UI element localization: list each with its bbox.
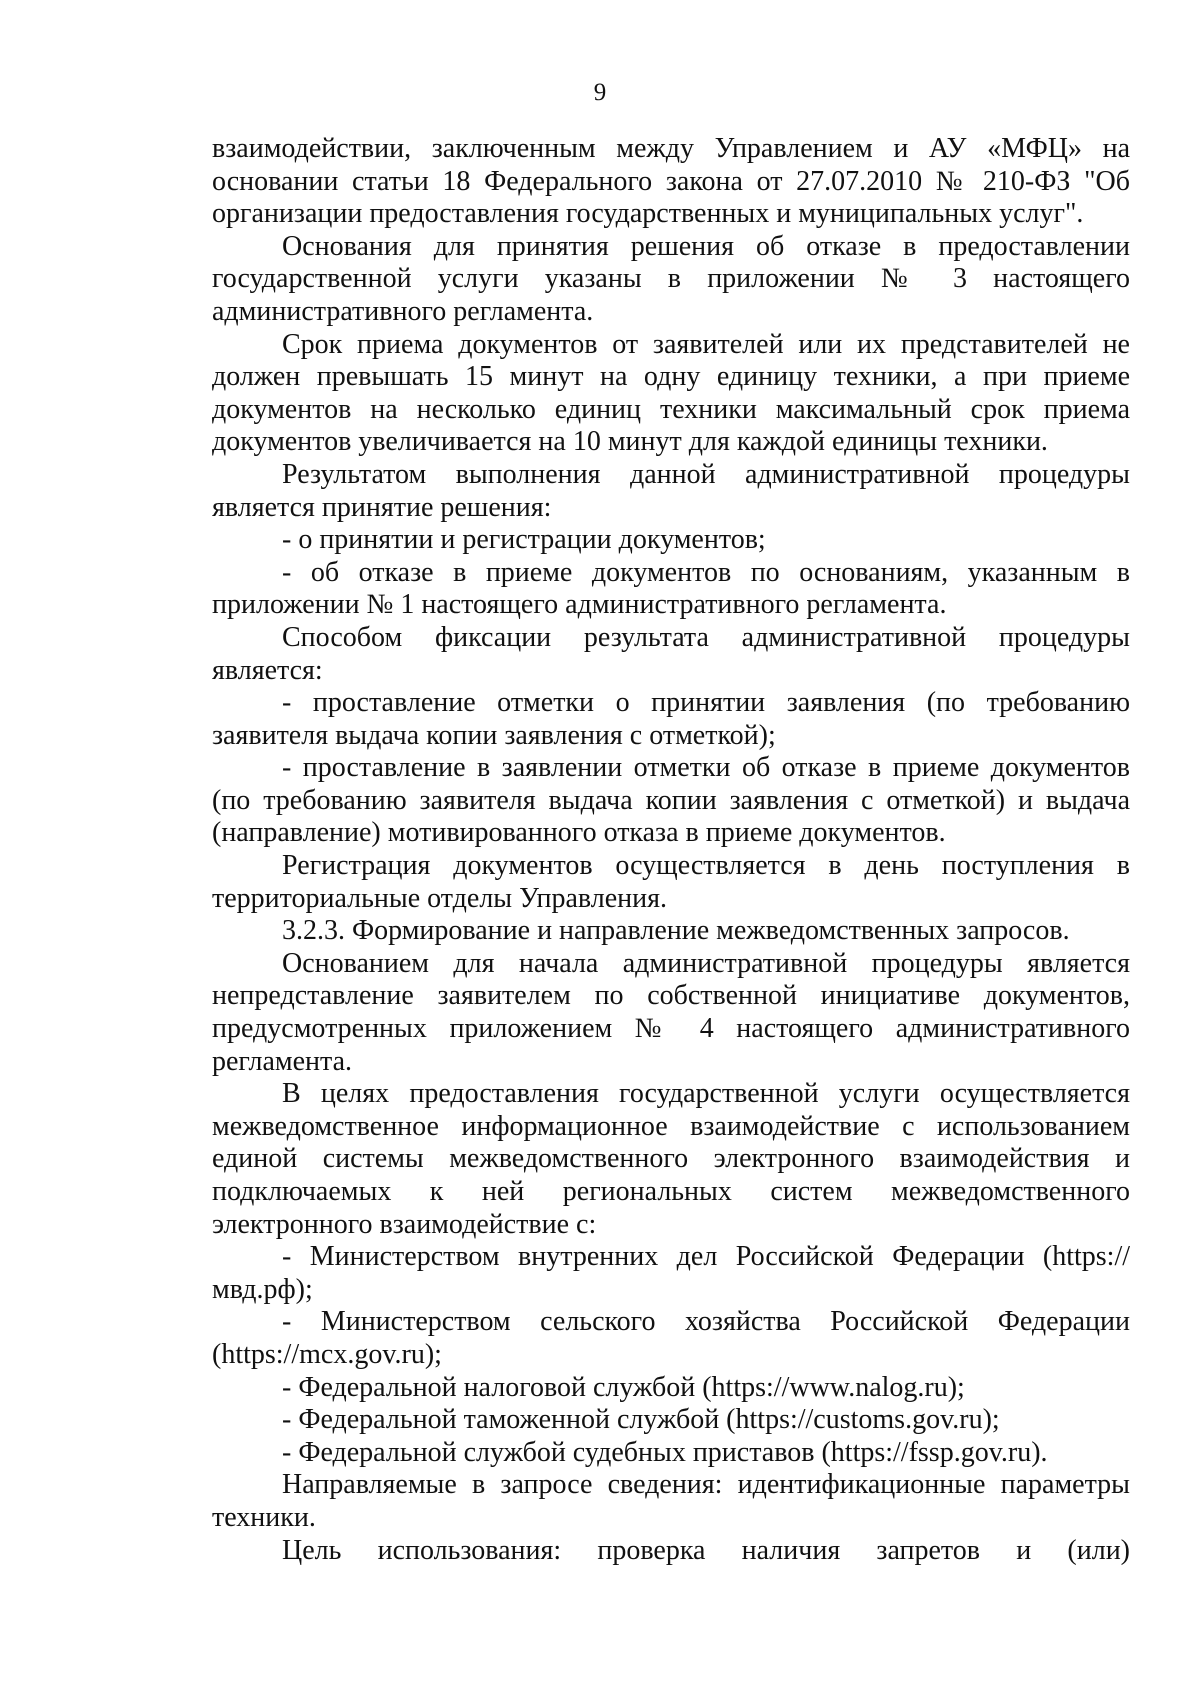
list-item: - об отказе в приеме документов по основаниям, указанным в приложении № 1 настоящего административного регламента. [212,556,1130,621]
paragraph: Регистрация документов осуществляется в день поступления в территориальные отделы Управления. [212,850,1130,914]
paragraph: Способом фиксации результата административной процедуры является: [212,621,1130,686]
list-item: - Федеральной налоговой службой (https://www.nalog.ru); [282,1371,965,1403]
list-item: - Федеральной таможенной службой (https://customs.gov.ru); [282,1404,1000,1436]
document-body [212,133,1130,1567]
list-item: - проставление в заявлении отметки об отказе в приеме документов (по требованию заявителя выдача копии заявления с отметкой) и выдача (направление) мотивированного отказа в приеме документов. [212,752,1130,849]
paragraph: Результатом выполнения данной административной процедуры является принятие решения: [212,458,1130,523]
paragraph: Основания для принятия решения об отказе в предоставлении государственной услуги указаны в приложении № 3 настоящего административного регламента. [212,230,1130,327]
list-item: - Министерством внутренних дел Российской Федерации (https://мвд.рф); [212,1241,1130,1305]
list-item: - проставление отметки о принятии заявления (по требованию заявителя выдача копии заявления с отметкой); [212,687,1130,751]
section-heading: 3.2.3. Формирование и направление межведомственных запросов. [282,915,1070,947]
list-item: - о принятии и регистрации документов; [282,524,766,556]
paragraph: Основанием для начала административной процедуры является непредставление заявителем по собственной инициативе документов, предусмотренных приложением № 4 настоящего административного регламента. [212,947,1130,1077]
page-number: 9 [593,79,607,106]
paragraph: Срок приема документов от заявителей или их представителей не должен превышать 15 минут на одну единицу техники, а при приеме документов на несколько единиц техники максимальный срок приема документов увеличивается на 10 минут для каждой единицы техники. [212,328,1130,458]
paragraph: Направляемые в запросе сведения: идентификационные параметры техники. [212,1469,1130,1533]
list-item: - Министерством сельского хозяйства Российской Федерации (https://mcx.gov.ru); [212,1306,1130,1370]
paragraph: Цель использования: проверка наличия запретов и (или) [282,1534,1130,1566]
list-item: - Федеральной службой судебных приставов (https://fssp.gov.ru). [282,1436,1048,1468]
paragraph: взаимодействии, заключенным между Управлением и АУ «МФЦ» на основании статьи 18 Федерального закона от 27.07.2010 № 210-ФЗ "Об организации предоставления государственных и муниципальных услуг". [212,133,1130,230]
paragraph: В целях предоставления государственной услуги осуществляется межведомственное информационное взаимодействие с использованием единой системы межведомственного электронного взаимодействия и подключаемых к ней региональных систем межведомственного электронного взаимодействие с: [212,1078,1130,1240]
